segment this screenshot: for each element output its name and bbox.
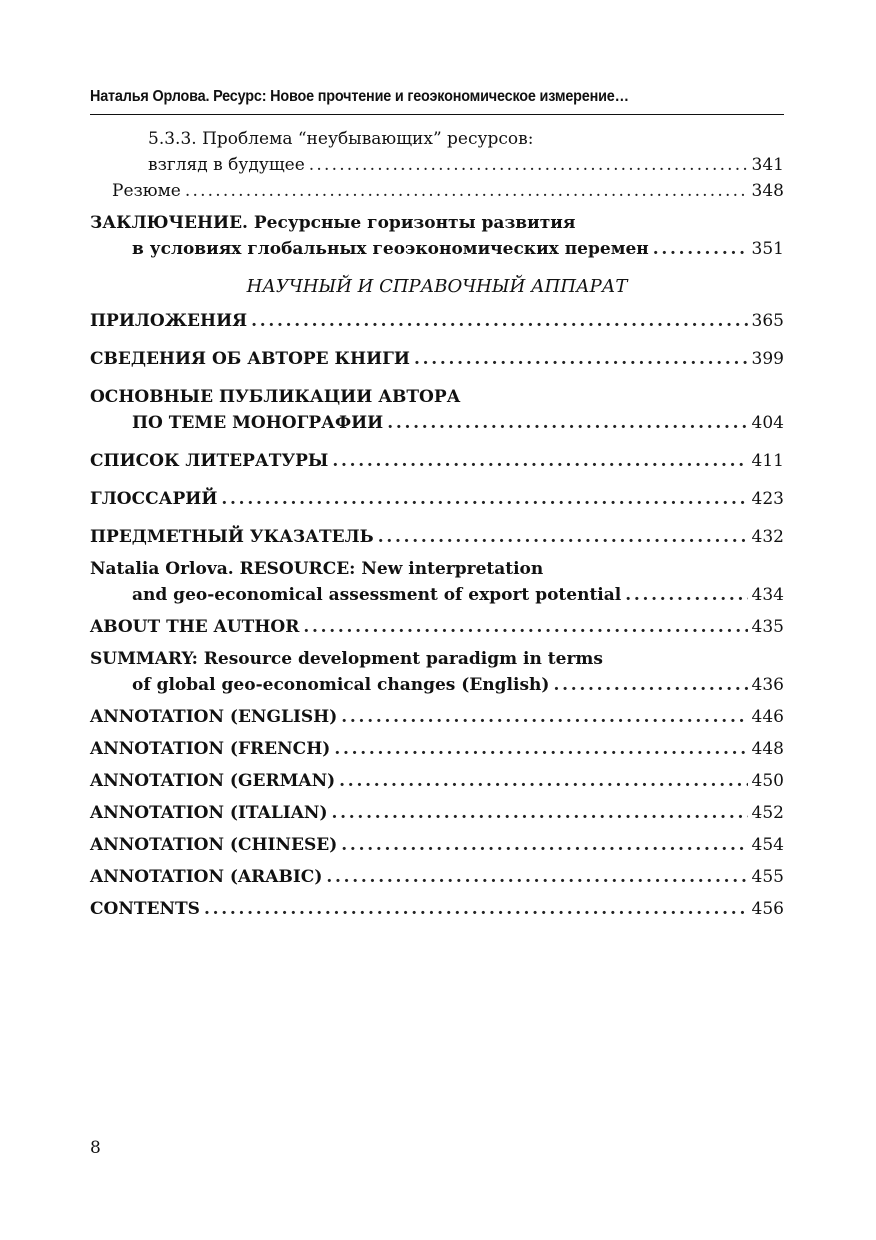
toc-entry-title: CONTENTS: [90, 899, 200, 919]
dot-leader: [653, 236, 748, 262]
header-rule: [90, 114, 784, 115]
toc-entry-title: ANNOTATION (CHINESE): [90, 835, 338, 855]
toc-page-number: 454: [751, 835, 784, 855]
toc-entry-title-cont: and geo-economical assessment of export potential: [132, 585, 622, 605]
dot-leader: [332, 448, 747, 474]
toc-entry-title: ЗАКЛЮЧЕНИЕ. Ресурсные горизонты развития: [90, 213, 576, 233]
toc-page-number: 348: [751, 181, 784, 201]
toc-page-number: 450: [751, 771, 784, 791]
toc-entry-about-author-ru[interactable]: [90, 346, 784, 372]
toc-entry-title: ANNOTATION (ITALIAN): [90, 803, 328, 823]
dot-leader: [414, 346, 748, 372]
toc-page-number: 351: [751, 239, 784, 259]
dot-leader: [625, 582, 747, 608]
toc-entry-title: ANNOTATION (ARABIC): [90, 867, 323, 887]
toc-page-number: 365: [751, 311, 784, 331]
toc-page-number: 399: [751, 349, 784, 369]
toc-entry-annotation-italian[interactable]: [90, 800, 784, 826]
dot-leader: [303, 614, 747, 640]
dot-leader: [334, 736, 747, 762]
toc-entry-title: ANNOTATION (FRENCH): [90, 739, 331, 759]
toc-page-number: 455: [751, 867, 784, 887]
dot-leader: [204, 896, 748, 922]
toc-entry-5-3-3[interactable]: [90, 126, 784, 178]
toc-entry-annotation-german[interactable]: [90, 768, 784, 794]
toc-entry-title: ABOUT THE AUTHOR: [90, 617, 300, 637]
running-header: Наталья Орлова. Ресурс: Новое прочтение и геоэкономическое измерение…: [90, 88, 629, 105]
section-heading: НАУЧНЫЙ И СПРАВОЧНЫЙ АППАРАТ: [246, 276, 628, 297]
toc-entry-title: ANNOTATION (GERMAN): [90, 771, 336, 791]
toc-entry-summary-ru[interactable]: [90, 178, 784, 204]
toc-page-number: 411: [751, 451, 784, 471]
toc-entry-title: Natalia Orlova. RESOURCE: New interpretation: [90, 559, 544, 579]
toc-entry-title: ОСНОВНЫЕ ПУБЛИКАЦИИ АВТОРА: [90, 387, 461, 407]
toc-entry-annotation-french[interactable]: [90, 736, 784, 762]
toc-entry-glossary[interactable]: [90, 486, 784, 512]
toc-entry-summary-en[interactable]: [90, 646, 784, 698]
dot-leader: [387, 410, 747, 436]
toc-entry-english-title[interactable]: [90, 556, 784, 608]
toc-page-number: 456: [751, 899, 784, 919]
toc-entry-title: ПРИЛОЖЕНИЯ: [90, 311, 248, 331]
toc-entry-title: СПИСОК ЛИТЕРАТУРЫ: [90, 451, 329, 471]
toc-page-number: 435: [751, 617, 784, 637]
toc-entry-subject-index[interactable]: [90, 524, 784, 550]
toc-page-number: 448: [751, 739, 784, 759]
toc-entry-title: СВЕДЕНИЯ ОБ АВТОРЕ КНИГИ: [90, 349, 410, 369]
dot-leader: [326, 864, 747, 890]
toc-page-number: 446: [751, 707, 784, 727]
toc-entry-appendices[interactable]: [90, 308, 784, 334]
dot-leader: [341, 704, 747, 730]
toc-entry-annotation-english[interactable]: [90, 704, 784, 730]
toc-entry-title: Резюме: [112, 181, 181, 201]
toc-entry-about-author-en[interactable]: [90, 614, 784, 640]
toc-entry-title: ГЛОССАРИЙ: [90, 489, 218, 509]
page-number: 8: [90, 1138, 101, 1158]
toc-entry-title-cont: в условиях глобальных геоэкономических перемен: [132, 239, 649, 259]
toc-entry-annotation-arabic[interactable]: [90, 864, 784, 890]
toc-page-number: 432: [751, 527, 784, 547]
toc-entry-contents[interactable]: [90, 896, 784, 922]
toc-entry-references[interactable]: [90, 448, 784, 474]
toc-page-number: 341: [751, 155, 784, 175]
toc-page-number: 434: [751, 585, 784, 605]
toc-entry-title-cont: ПО ТЕМЕ МОНОГРАФИИ: [132, 413, 384, 433]
dot-leader: [309, 152, 748, 178]
toc-entry-title: ПРЕДМЕТНЫЙ УКАЗАТЕЛЬ: [90, 527, 374, 547]
dot-leader: [341, 832, 747, 858]
dot-leader: [332, 800, 748, 826]
toc-entry-conclusion[interactable]: [90, 210, 784, 262]
dot-leader: [553, 672, 747, 698]
dot-leader: [251, 308, 747, 334]
dot-leader: [185, 178, 748, 204]
toc-page-number: 436: [751, 675, 784, 695]
dot-leader: [221, 486, 747, 512]
toc-entry-annotation-chinese[interactable]: [90, 832, 784, 858]
toc-page-number: 452: [751, 803, 784, 823]
toc-entry-title: SUMMARY: Resource development paradigm in terms: [90, 649, 603, 669]
toc-page-number: 423: [751, 489, 784, 509]
toc-entry-title: ANNOTATION (ENGLISH): [90, 707, 338, 727]
toc-entry-publications[interactable]: [90, 384, 784, 436]
table-of-contents: [90, 126, 784, 922]
dot-leader: [339, 768, 747, 794]
toc-page-number: 404: [751, 413, 784, 433]
toc-entry-title-cont: of global geo-economical changes (English): [132, 675, 550, 695]
toc-entry-title: 5.3.3. Проблема “неубывающих” ресурсов:: [148, 129, 534, 149]
dot-leader: [378, 524, 748, 550]
toc-entry-title-cont: взгляд в будущее: [148, 155, 305, 175]
